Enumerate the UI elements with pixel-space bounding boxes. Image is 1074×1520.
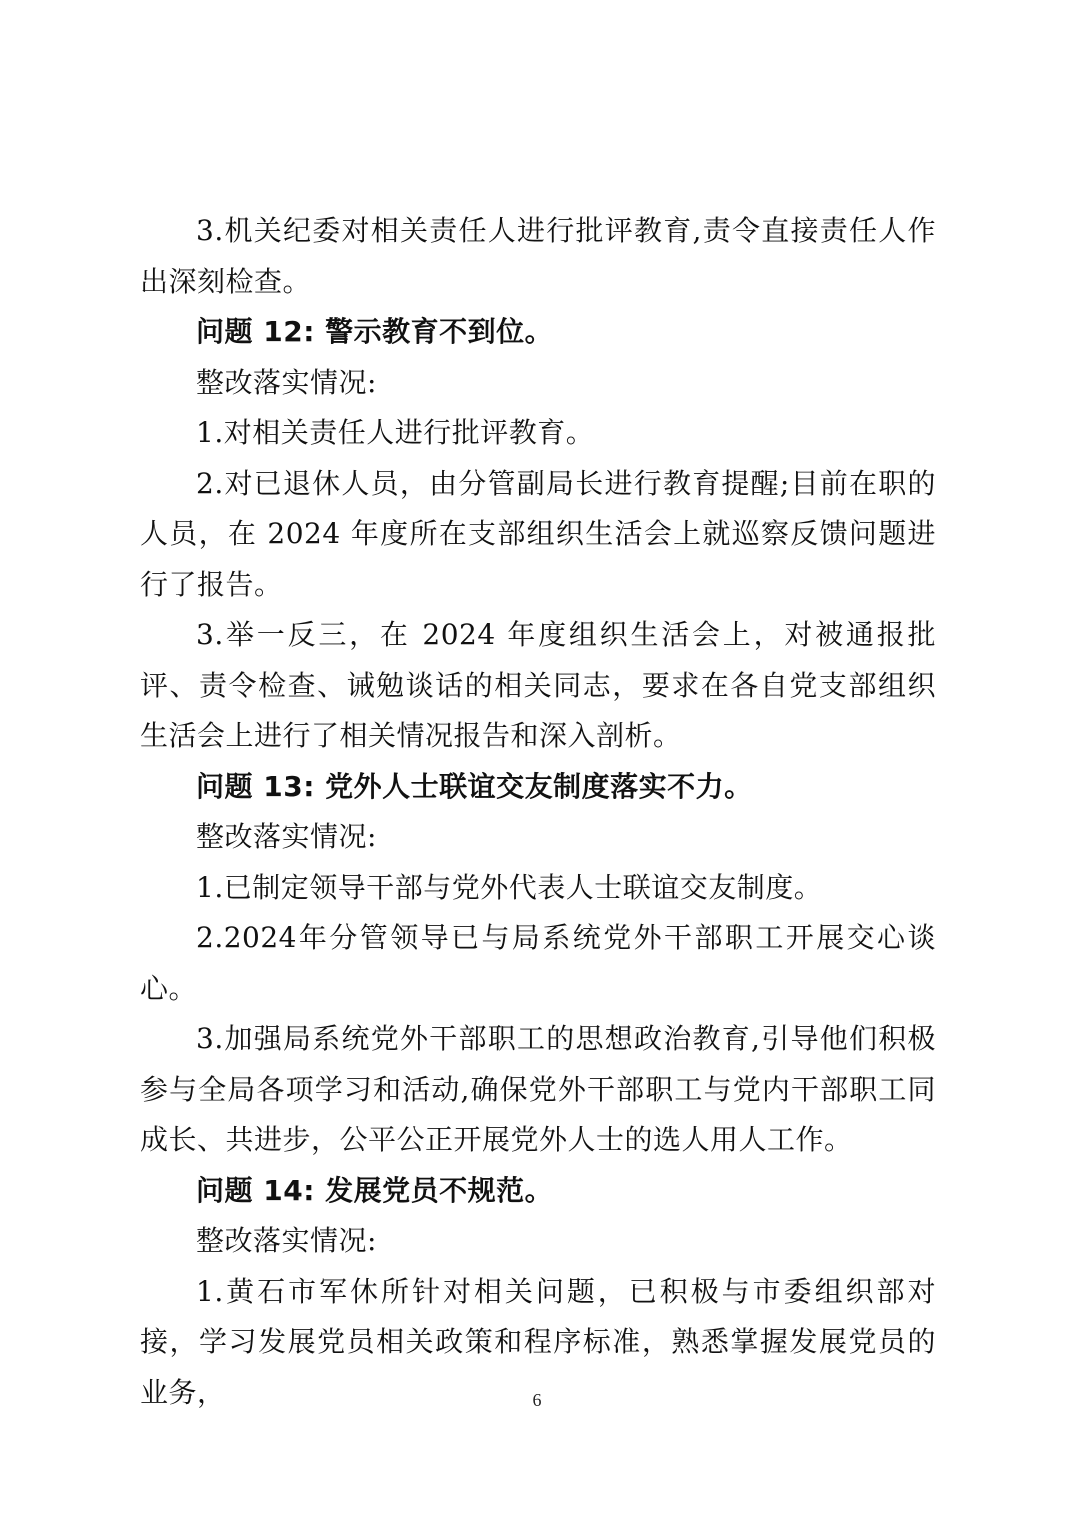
page-number: 6 [532, 1390, 542, 1410]
paragraph-item-1: 1.已制定领导干部与党外代表人士联谊交友制度。 [196, 870, 823, 904]
section-heading-problem-14: 问题 14: 发展党员不规范。 [196, 1173, 554, 1207]
paragraph-item-3: 3.加强局系统党外干部职工的思想政治教育,引导他们积极参与全局各项学习和活动,确保党外干部职工与党内干部职工同成长、共进步，公平公正开展党外人士的选人用人工作。 [140, 1022, 936, 1156]
rectification-label: 整改落实情况: [196, 1224, 377, 1257]
paragraph-item-3: 3.机关纪委对相关责任人进行批评教育,责令直接责任人作出深刻检查。 [140, 214, 936, 298]
paragraph-item-2: 2.对已退休人员，由分管副局长进行教育提醒;目前在职的人员，在 2024 年度所在支部组织生活会上就巡察反馈问题进行了报告。 [140, 466, 936, 601]
rectification-label: 整改落实情况: [196, 820, 377, 853]
section-heading-problem-13: 问题 13: 党外人士联谊交友制度落实不力。 [196, 769, 753, 803]
rectification-label: 整改落实情况: [196, 365, 377, 399]
document-body [140, 206, 936, 1418]
paragraph-item-2: 2.2024年分管领导已与局系统党外干部职工开展交心谈心。 [140, 921, 936, 1005]
paragraph-item-1: 1.对相关责任人进行批评教育。 [196, 416, 595, 449]
paragraph-item-3: 3.举一反三，在 2024 年度组织生活会上，对被通报批评、责令检查、诫勉谈话的相关同志，要求在各自党支部组织生活会上进行了相关情况报告和深入剖析。 [140, 618, 936, 752]
section-heading-problem-12: 问题 12: 警示教育不到位。 [196, 315, 554, 348]
paragraph-item-1: 1.黄石市军休所针对相关问题，已积极与市委组织部对接，学习发展党员相关政策和程序标准，熟悉掌握发展党员的业务， [140, 1274, 936, 1409]
